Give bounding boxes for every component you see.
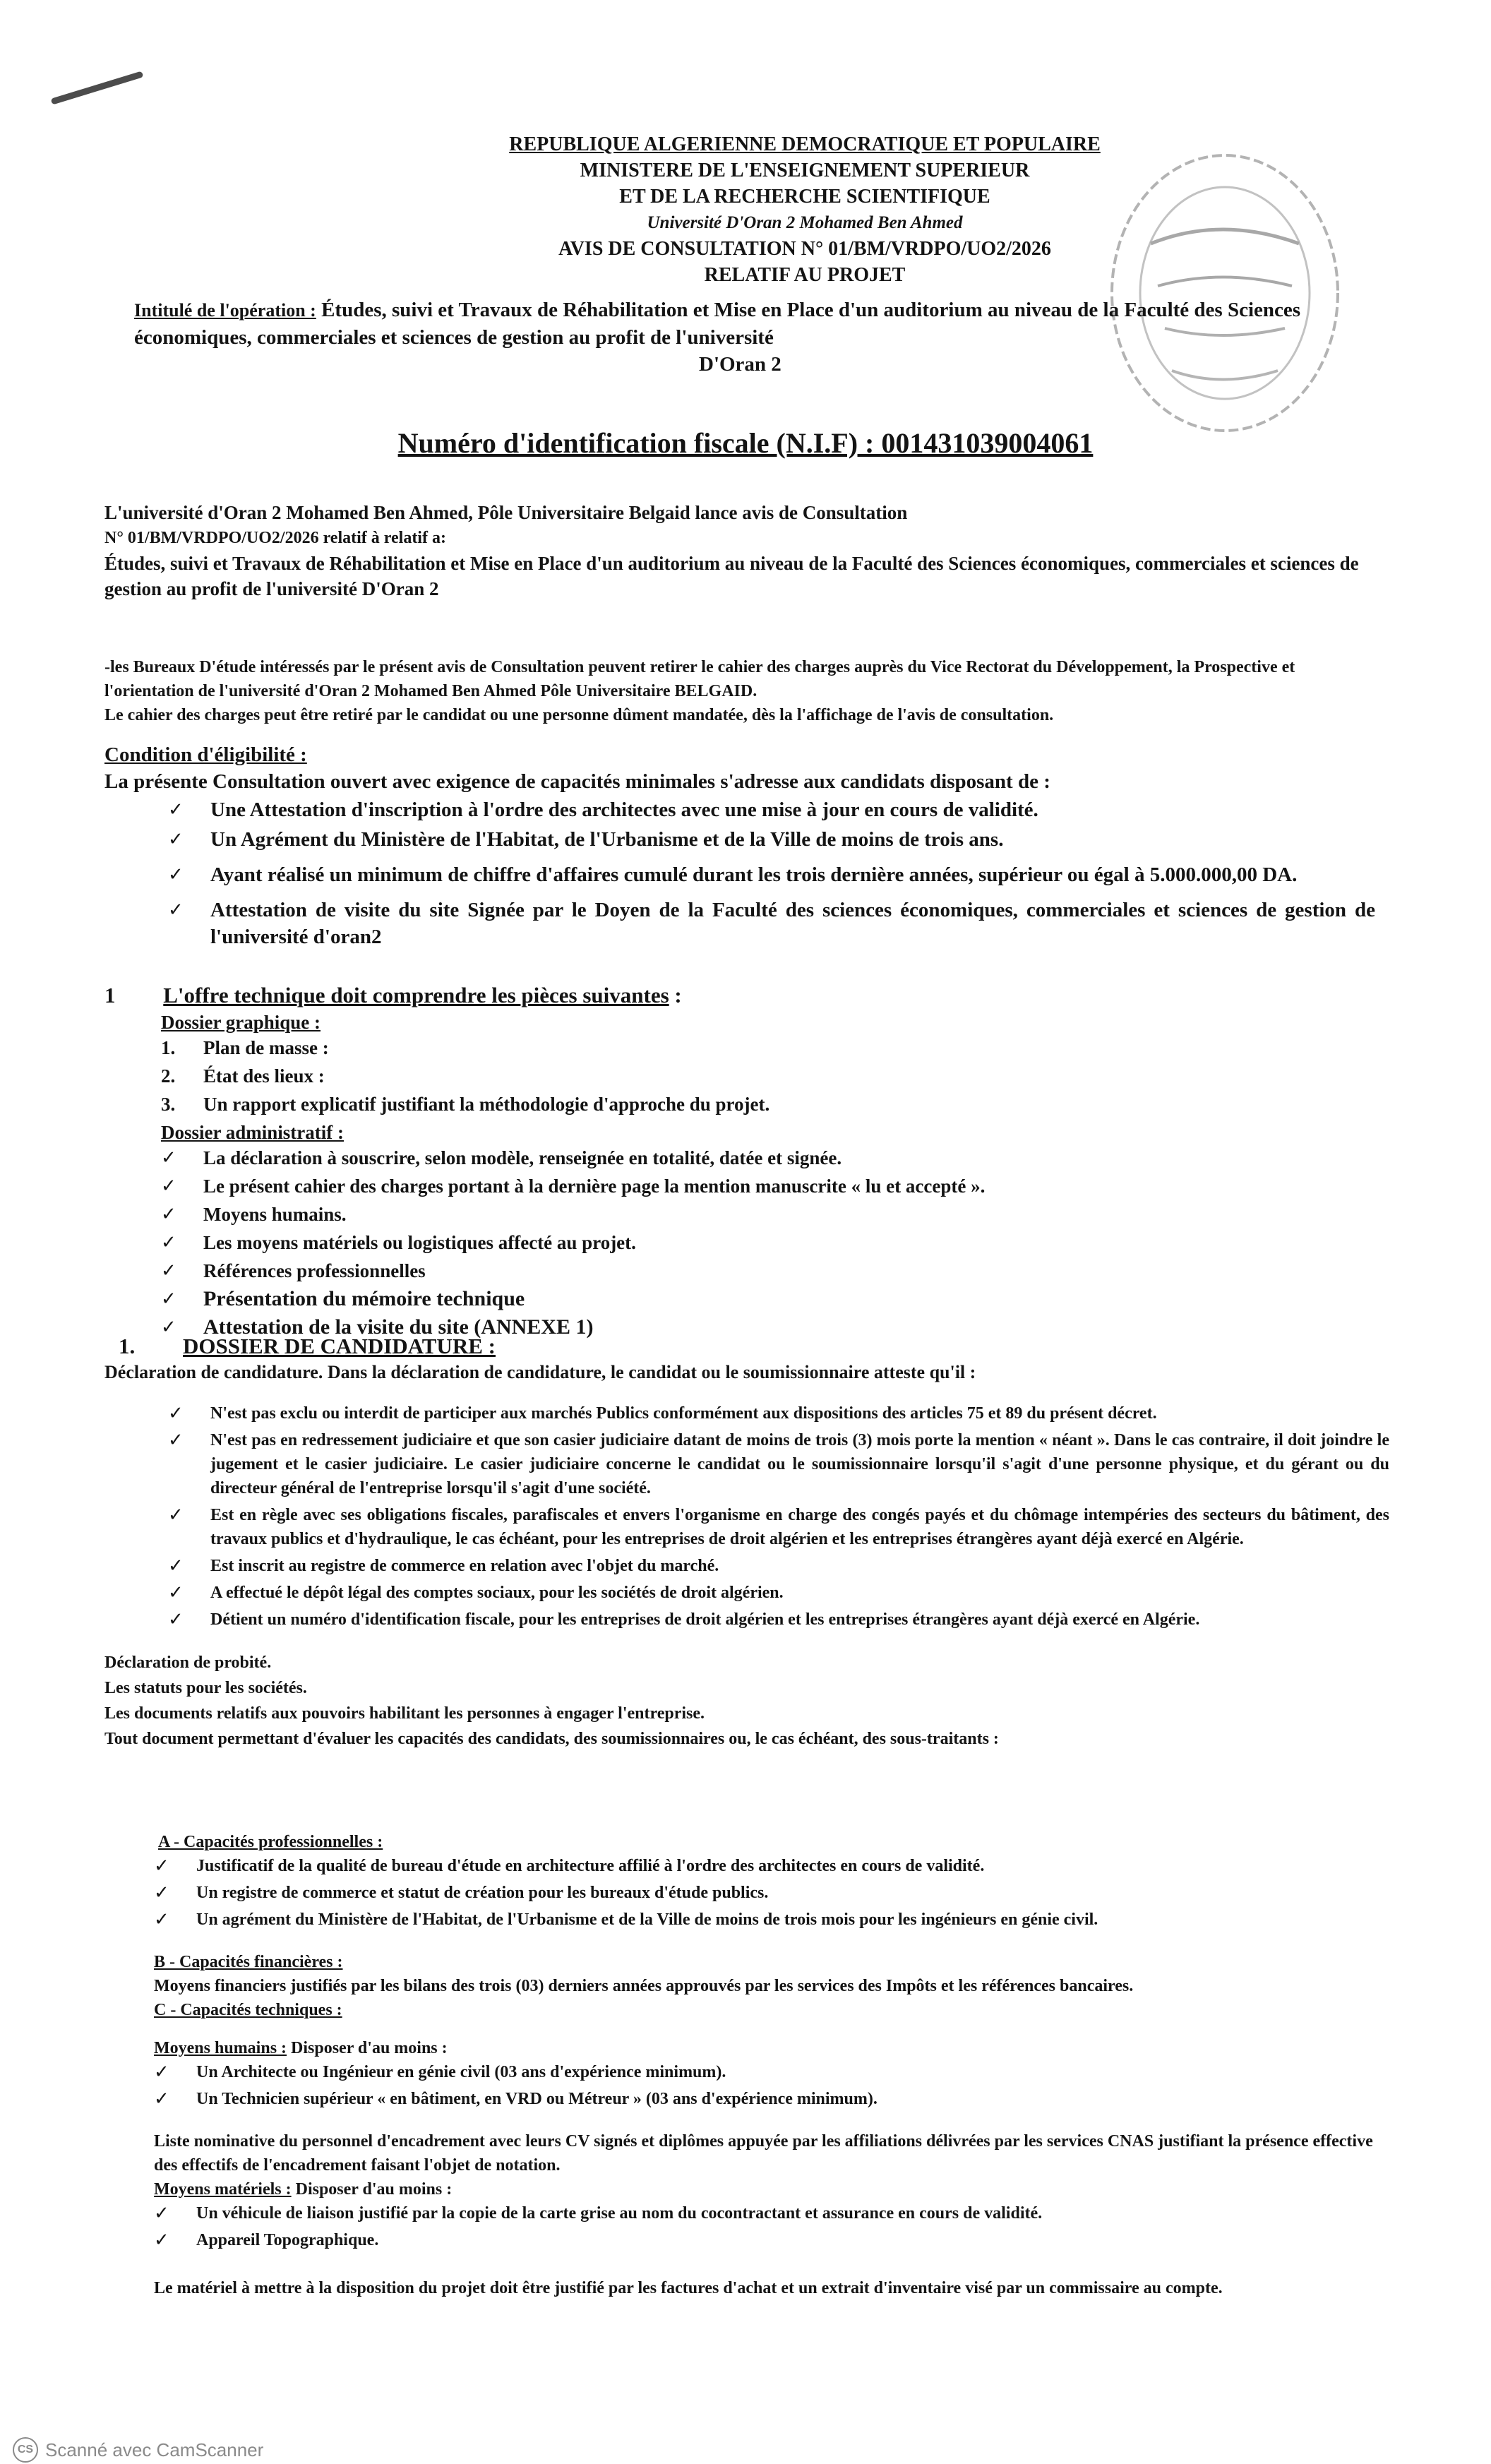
list-item: ✓ La déclaration à souscrire, selon modèle, renseignée en totalité, datée et signée.: [161, 1145, 1375, 1171]
eligibility-intro: La présente Consultation ouvert avec exigence de capacités minimales s'adresse aux candidats disposant de :: [104, 770, 1050, 793]
fin-text: Moyens financiers justifiés par les bilans des trois (03) derniers années approuvés par les services des Impôts et les références bancaires.: [154, 1977, 1134, 1995]
list-item: ✓ Détient un numéro d'identification fiscale, pour les entreprises de droit algérien et les entreprises étrangères ayant déjà exercé en Algérie.: [168, 1609, 1200, 1630]
list-item: ✓ Justificatif de la qualité de bureau d'étude en architecture affilié à l'ordre des architectes en cours de validité.: [154, 1855, 985, 1877]
scanner-text: Scanné avec CamScanner: [45, 2439, 264, 2460]
check-icon: ✓: [168, 1505, 184, 1526]
documents-line: Les documents relatifs aux pouvoirs habilitant les personnes à engager l'entreprise.: [104, 1704, 705, 1723]
tout-line: Tout document permettant d'évaluer les capacités des candidats, des soumissionnaires ou, le cas échéant, des sous-traitants :: [104, 1730, 999, 1748]
list-item: ✓ N'est pas exclu ou interdit de participer aux marchés Publics conformément aux dispositions des articles 75 et 89 du présent décret.: [168, 1403, 1157, 1424]
intro-block: [104, 500, 1368, 602]
list-item: ✓ Un Architecte ou Ingénieur en génie civil (03 ans d'expérience minimum).: [154, 2062, 726, 2083]
check-icon: ✓: [168, 799, 184, 820]
fin-title: B - Capacités financières :: [154, 1953, 343, 1971]
operation-text-end: D'Oran 2: [699, 353, 782, 376]
offre-num: 1: [104, 983, 116, 1007]
operation-text: Études, suivi et Travaux de Réhabilitation et Mise en Place d'un auditorium au niveau de la Faculté des Sciences économiques, commerciales et sciences de gestion au profit de l'université: [134, 299, 1301, 349]
candidature-section: [104, 1333, 1389, 1752]
header: [233, 131, 1377, 288]
humains-heading: Moyens humains : Disposer d'au moins :: [154, 2039, 448, 2057]
retrait-block: [104, 655, 1368, 727]
list-item: ✓ Un agrément du Ministère de l'Habitat, de l'Urbanisme et de la Ville de moins de trois mois pour les ingénieurs en génie civil.: [154, 1909, 1098, 1930]
candidature-title: DOSSIER DE CANDIDATURE :: [183, 1334, 496, 1358]
offre-heading: 1 L'offre technique doit comprendre les pièces suivantes :: [104, 983, 682, 1007]
check-icon: ✓: [161, 1147, 176, 1168]
eligibility-section: [104, 741, 1375, 953]
header-avis: AVIS DE CONSULTATION N° 01/BM/VRDPO/UO2/2026: [558, 238, 1051, 260]
materiels-list: [154, 2201, 1389, 2252]
list-item: ✓ Ayant réalisé un minimum de chiffre d'affaires cumulé durant les trois dernière années, supérieur ou égal à 5.000.000,00 DA.: [168, 861, 1375, 888]
retrait-p1: -les Bureaux D'étude intéressés par le présent avis de Consultation peuvent retirer le cahier des charges auprès du Vice Rectorat du Développement, la Prospective et l'orientation de l'université d'Oran 2 Mohamed Ben Ahmed Pôle Universitaire BELGAID.: [104, 658, 1295, 700]
list-item: ✓ Le présent cahier des charges portant à la dernière page la mention manuscrite « lu et accepté ».: [161, 1173, 1375, 1199]
intro-line1: L'université d'Oran 2 Mohamed Ben Ahmed, Pôle Universitaire Belgaid lance avis de Consultation: [104, 502, 908, 523]
list-item: ✓ Est en règle avec ses obligations fiscales, parafiscales et envers l'organisme en charge des congés payés et du chômage intempéries des secteurs du bâtiment, des travaux publics et d'hydraulique, le cas échéant, pour les entreprises de droit algérien et les entreprises étrangères ayant déjà exercé en Algérie.: [168, 1505, 1389, 1548]
list-item: ✓ Présentation du mémoire technique: [161, 1287, 525, 1310]
candidature-num: 1.: [119, 1334, 136, 1358]
check-icon: ✓: [168, 1609, 184, 1630]
camscanner-logo-icon: CS: [13, 2437, 38, 2463]
check-icon: ✓: [161, 1288, 176, 1310]
check-icon: ✓: [154, 2062, 169, 2083]
scanner-footer: [13, 2437, 263, 2463]
operation-title: [134, 297, 1384, 351]
list-item: 2. État des lieux :: [161, 1065, 325, 1087]
pro-list: [154, 1854, 1389, 1932]
check-icon: ✓: [161, 1317, 176, 1338]
operation-label: Intitulé de l'opération :: [134, 300, 316, 321]
list-item: ✓ Appareil Topographique.: [154, 2230, 379, 2251]
pen-mark: [51, 71, 144, 104]
tech-title: C - Capacités techniques :: [154, 2001, 342, 2019]
check-icon: ✓: [154, 2230, 169, 2251]
intro-line3: Études, suivi et Travaux de Réhabilitation et Mise en Place d'un auditorium au niveau de la Faculté des Sciences économiques, commerciales et sciences de gestion au profit de l'université D'Oran 2: [104, 553, 1359, 599]
materiels-label: Moyens matériels :: [154, 2180, 292, 2199]
list-item: ✓ Un Technicien supérieur « en bâtiment, en VRD ou Métreur » (03 ans d'expérience minimum).: [154, 2088, 878, 2110]
list-item: ✓ N'est pas en redressement judiciaire et que son casier judiciaire datant de moins de trois (3) mois porte la mention « néant ». Dans le cas contraire, il doit joindre le jugement et le casier judiciaire. Le casier judiciaire concerne le candidat ou le soumissionnaire lorsqu'il s'agit d'une personne physique, et du gérant ou du directeur général de l'entreprise lorsqu'il s'agit d'une société.: [168, 1430, 1389, 1497]
check-icon: ✓: [168, 864, 184, 885]
list-item: ✓ Est inscrit au registre de commerce en relation avec l'objet du marché.: [168, 1555, 719, 1577]
pro-title: A - Capacités professionnelles :: [158, 1833, 383, 1851]
list-item: ✓ Attestation de visite du site Signée par le Doyen de la Faculté des sciences économiques, commerciales et sciences de gestion de l'université d'oran2: [168, 897, 1375, 950]
check-icon: ✓: [168, 899, 184, 921]
offre-section: [104, 981, 1375, 1343]
probite-block: [104, 1650, 1389, 1752]
statuts-line: Les statuts pour les sociétés.: [104, 1679, 307, 1697]
check-icon: ✓: [161, 1204, 176, 1225]
candidature-intro: Déclaration de candidature. Dans la déclaration de candidature, le candidat ou le soumissionnaire atteste qu'il :: [104, 1362, 976, 1382]
check-icon: ✓: [161, 1260, 176, 1281]
check-icon: ✓: [168, 1582, 184, 1603]
check-icon: ✓: [168, 829, 184, 850]
eligibility-title: Condition d'éligibilité :: [104, 743, 307, 766]
humains-list: [154, 2060, 1389, 2111]
header-university: Université D'Oran 2 Mohamed Ben Ahmed: [647, 213, 963, 232]
capacites-section: [154, 1830, 1389, 2300]
nif-number: Numéro d'identification fiscale (N.I.F) : 001431039004061: [397, 427, 1094, 459]
header-republic: REPUBLIQUE ALGERIENNE DEMOCRATIQUE ET POPULAIRE: [509, 133, 1101, 155]
check-icon: ✓: [154, 2203, 169, 2224]
eligibility-list: [168, 796, 1375, 950]
candidature-list: [168, 1401, 1389, 1632]
admin-list: [161, 1145, 1375, 1340]
list-item: ✓ Une Attestation d'inscription à l'ordre des architectes avec une mise à jour en cours de validité.: [168, 796, 1375, 823]
list-item: ✓ A effectué le dépôt légal des comptes sociaux, pour les sociétés de droit algérien.: [168, 1582, 784, 1603]
final-note: Le matériel à mettre à la disposition du projet doit être justifié par les factures d'achat et un extrait d'inventaire visé par un commissaire au compte.: [154, 2279, 1223, 2297]
candidature-heading: [119, 1333, 1389, 1360]
check-icon: ✓: [161, 1232, 176, 1253]
materiels-heading: Moyens matériels : Disposer d'au moins :: [154, 2180, 453, 2199]
offre-title: L'offre technique doit comprendre les pièces suivantes: [163, 983, 669, 1007]
check-icon: ✓: [161, 1176, 176, 1197]
check-icon: ✓: [154, 2088, 169, 2110]
header-research: ET DE LA RECHERCHE SCIENTIFIQUE: [619, 186, 990, 208]
list-item: 1. Plan de masse :: [161, 1037, 329, 1058]
liste-nominative: Liste nominative du personnel d'encadrement avec leurs CV signés et diplômes appuyée par les affiliations délivrées par les services CNAS justifiant la présence effective des effectifs de l'encadrement faisant l'objet de notation.: [154, 2132, 1373, 2175]
graphique-title: Dossier graphique :: [161, 1012, 321, 1033]
list-item: ✓ Attestation de la visite du site (ANNEXE 1): [161, 1315, 594, 1339]
header-ministry: MINISTERE DE L'ENSEIGNEMENT SUPERIEUR: [580, 160, 1030, 181]
check-icon: ✓: [168, 1555, 184, 1577]
list-item: ✓ Un Agrément du Ministère de l'Habitat, de l'Urbanisme et de la Ville de moins de trois ans.: [168, 826, 1375, 853]
check-icon: ✓: [154, 1855, 169, 1877]
graphique-list: [161, 1035, 1375, 1117]
check-icon: ✓: [154, 1882, 169, 1903]
list-item: ✓ Moyens humains.: [161, 1202, 1375, 1227]
check-icon: ✓: [154, 1909, 169, 1930]
header-relatif: RELATIF AU PROJET: [704, 264, 906, 286]
list-item: ✓ Un registre de commerce et statut de création pour les bureaux d'étude publics.: [154, 1882, 769, 1903]
list-item: 3. Un rapport explicatif justifiant la méthodologie d'approche du projet.: [161, 1094, 770, 1115]
check-icon: ✓: [168, 1403, 184, 1424]
intro-line2: N° 01/BM/VRDPO/UO2/2026 relatif à relatif a:: [104, 529, 446, 547]
list-item: ✓ Les moyens matériels ou logistiques affecté au projet.: [161, 1230, 1375, 1255]
check-icon: ✓: [168, 1430, 184, 1451]
humains-label: Moyens humains :: [154, 2039, 287, 2057]
admin-title: Dossier administratif :: [161, 1122, 344, 1143]
probite-line: Déclaration de probité.: [104, 1653, 272, 1672]
retrait-p2: Le cahier des charges peut être retiré par le candidat ou une personne dûment mandatée, dès la l'affichage de l'avis de consultation.: [104, 706, 1054, 724]
list-item: ✓ Un véhicule de liaison justifié par la copie de la carte grise au nom du cocontractant et assurance en cours de validité.: [154, 2203, 1043, 2224]
list-item: ✓ Références professionnelles: [161, 1258, 1375, 1284]
